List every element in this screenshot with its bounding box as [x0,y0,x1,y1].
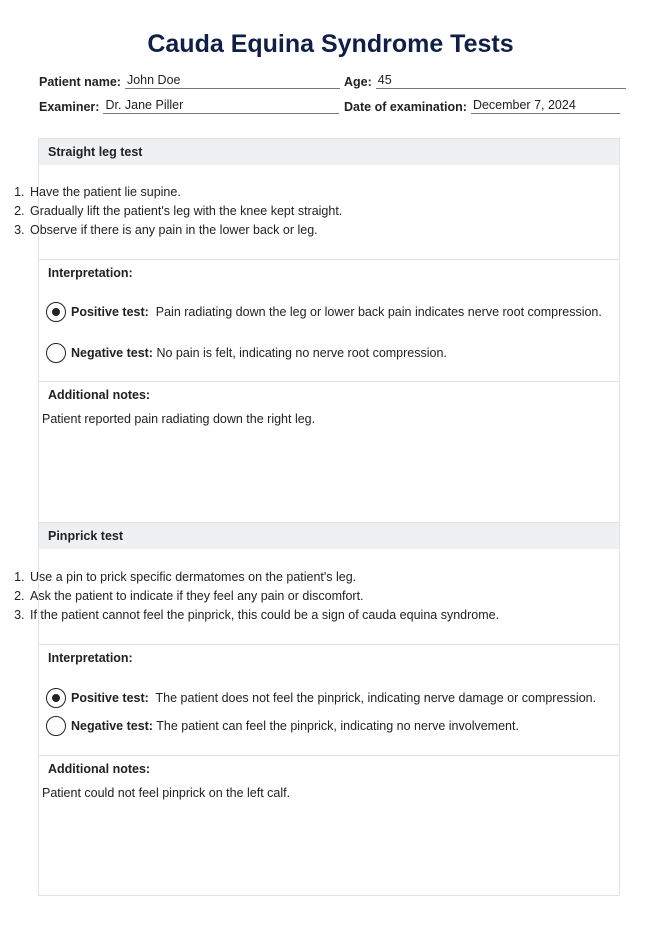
form-container [38,138,620,896]
negative-test-option[interactable] [46,719,606,736]
examiner-label: Examiner: [39,100,100,114]
steps-list [28,568,499,625]
option-text: No pain is felt, indicating no nerve root compression. [156,346,447,360]
additional-notes-text[interactable]: Patient reported pain radiating down the right leg. [42,412,316,426]
option-label: Negative test: [71,346,153,360]
date-value[interactable]: December 7, 2024 [471,99,620,114]
age-field [344,74,626,89]
radio-checked-icon[interactable] [46,302,66,322]
step: 2. Ask the patient to indicate if they feel any pain or discomfort. [28,587,499,606]
option-text: Pain radiating down the leg or lower back pain indicates nerve root compression. [155,305,602,319]
interpretation-label: Interpretation: [38,259,620,286]
option-label: Negative test: [71,719,153,733]
patient-name-value[interactable]: John Doe [125,74,340,89]
step: 3. Observe if there is any pain in the lower back or leg. [28,221,342,240]
radio-checked-icon[interactable] [46,688,66,708]
section-title: Pinprick test [38,522,620,549]
additional-notes-label: Additional notes: [38,755,620,782]
date-label: Date of examination: [344,100,467,114]
interpretation-label: Interpretation: [38,644,620,671]
option-label: Positive test: [71,691,149,705]
positive-test-option[interactable] [46,305,606,322]
date-field [344,99,620,114]
option-text: The patient does not feel the pinprick, indicating nerve damage or compression. [155,691,597,705]
patient-name-field [39,74,340,89]
step: 3. If the patient cannot feel the pinprick, this could be a sign of cauda equina syndrome. [28,606,499,625]
page-title: Cauda Equina Syndrome Tests [147,30,514,58]
patient-name-label: Patient name: [39,75,121,89]
age-value[interactable]: 45 [376,74,626,89]
step: 1. Have the patient lie supine. [28,183,342,202]
negative-test-option[interactable] [46,346,606,363]
positive-test-option[interactable] [46,691,606,708]
additional-notes-text[interactable]: Patient could not feel pinprick on the left calf. [42,786,291,800]
examiner-field [39,99,339,114]
option-text: The patient can feel the pinprick, indicating no nerve involvement. [156,719,519,733]
age-label: Age: [344,75,372,89]
radio-unchecked-icon[interactable] [46,716,66,736]
steps-list [28,183,342,240]
section-title: Straight leg test [38,138,620,165]
step: 1. Use a pin to prick specific dermatomes on the patient's leg. [28,568,499,587]
additional-notes-label: Additional notes: [38,381,620,408]
examiner-value[interactable]: Dr. Jane Piller [103,99,339,114]
step: 2. Gradually lift the patient's leg with the knee kept straight. [28,202,342,221]
option-label: Positive test: [71,305,149,319]
radio-unchecked-icon[interactable] [46,343,66,363]
